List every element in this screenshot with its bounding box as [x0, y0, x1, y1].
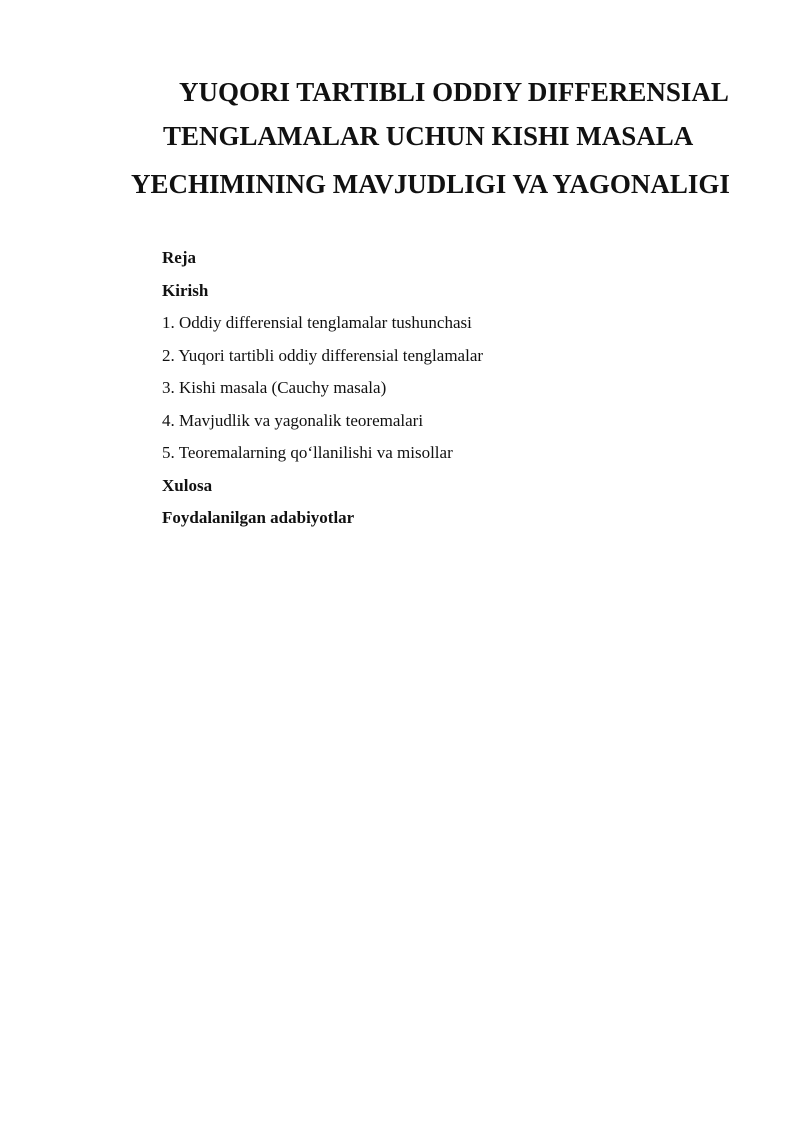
plan-item-2: 2. Yuqori tartibli oddiy differensial tenglamalar — [162, 346, 484, 365]
plan-item-5: 5. Teoremalarning qo‘llanilishi va misollar — [162, 443, 453, 462]
document-title-line-2: TENGLAMALAR UCHUN KISHI MASALA — [163, 121, 694, 151]
plan-heading: Reja — [162, 248, 196, 267]
document-title-line-1: YUQORI TARTIBLI ODDIY DIFFERENSIAL — [179, 77, 729, 107]
plan-item-4: 4. Mavjudlik va yagonalik teoremalari — [162, 411, 424, 430]
plan-item-1: 1. Oddiy differensial tenglamalar tushunchasi — [162, 313, 472, 332]
plan-intro: Kirish — [162, 281, 209, 300]
plan-item-3: 3. Kishi masala (Cauchy masala) — [162, 378, 387, 397]
plan-references: Foydalanilgan adabiyotlar — [162, 508, 355, 527]
plan-conclusion: Xulosa — [162, 476, 213, 495]
document-title-line-3: YECHIMINING MAVJUDLIGI VA YAGONALIGI — [131, 169, 730, 199]
